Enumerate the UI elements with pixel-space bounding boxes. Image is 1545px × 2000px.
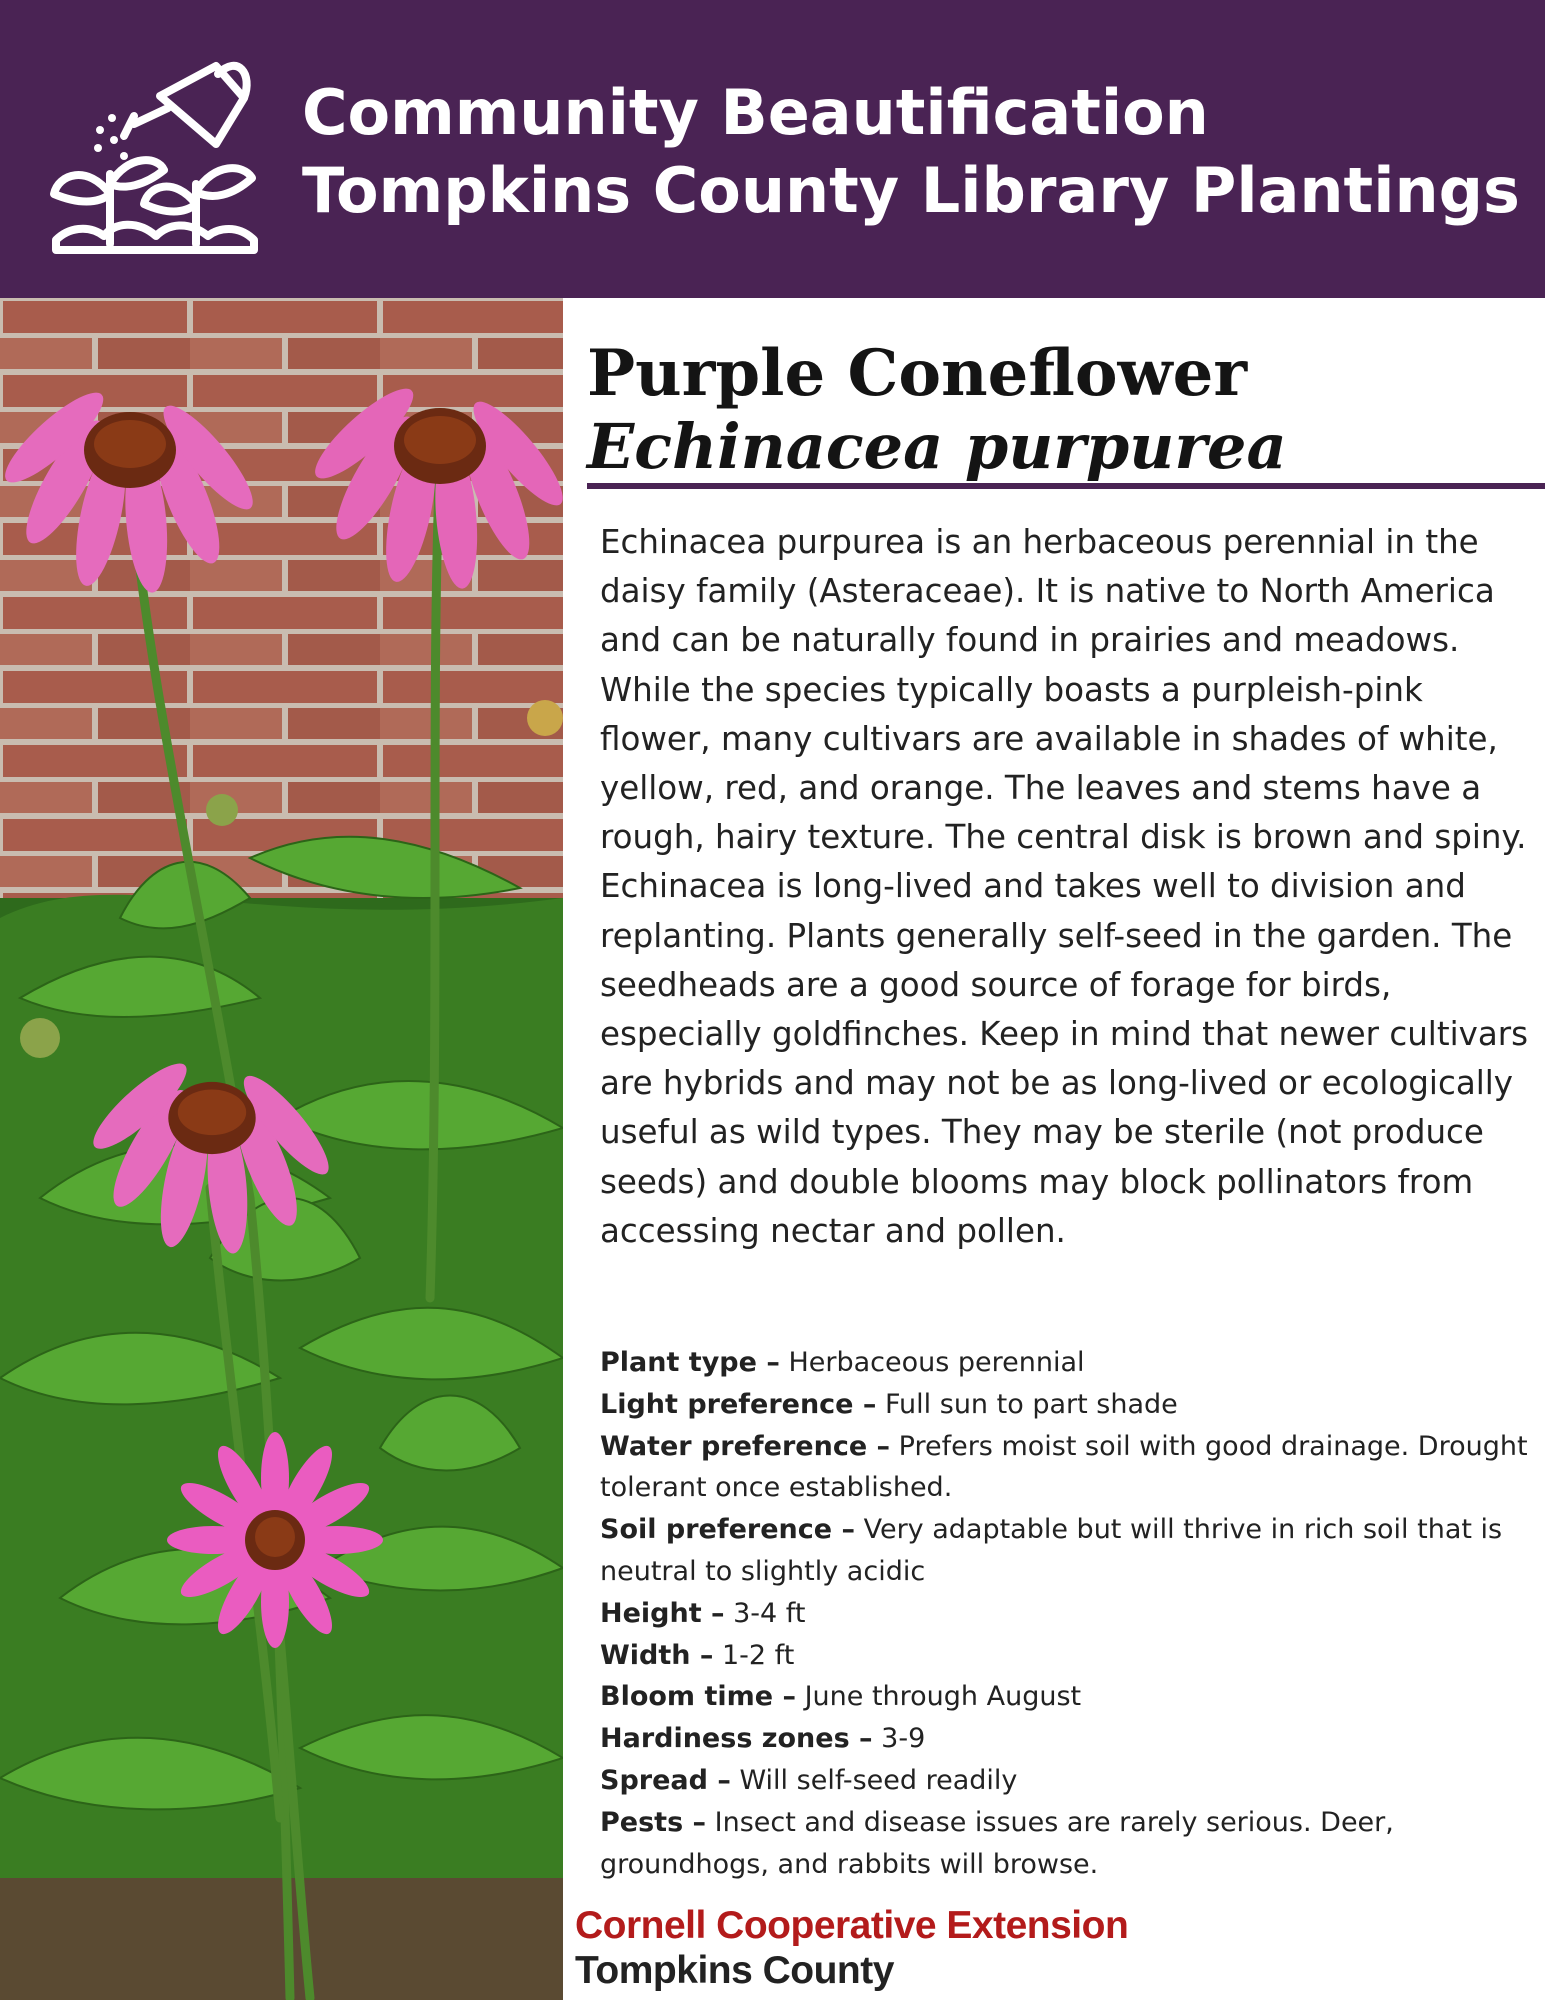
fact-value: Very adaptable but will thrive in rich soil that is neutral to slightly acidic	[600, 1514, 1503, 1587]
header-title	[302, 74, 1520, 230]
fact-value: June through August	[804, 1681, 1082, 1713]
coneflower-photo	[0, 298, 563, 2000]
fact-label: Pests –	[600, 1806, 707, 1838]
fact-light-preference	[600, 1384, 1540, 1426]
fact-label: Spread –	[600, 1764, 731, 1796]
fact-value: Prefers moist soil with good drainage. Drought tolerant once established.	[600, 1430, 1528, 1504]
fact-soil-preference	[600, 1509, 1540, 1593]
fact-pests	[600, 1802, 1540, 1886]
fact-label: Bloom time –	[600, 1681, 796, 1713]
fact-value: Will self-seed readily	[739, 1764, 1018, 1796]
fact-label: Water preference –	[600, 1430, 891, 1462]
fact-label: Height –	[600, 1597, 725, 1629]
fact-height	[600, 1593, 1540, 1635]
plant-description: Echinacea purpurea is an herbaceous perennial in the daisy family (Asteraceae). It is native to North America and can be naturally found in prairies and meadows. While the species typically boasts a purpleish-pink flower, many cultivars are available in shades of white, yellow, red, and orange. The leaves and stems have a rough, hairy texture. The central disk is brown and spiny. Echinacea is long-lived and takes well to division and replanting. Plants generally self-seed in the garden. The seedheads are a good source of forage for birds, especially goldfinches. Keep in mind that newer cultivars are hybrids and may not be as long-lived or ecologically useful as wild types. They may be sterile (not produce seeds) and double blooms may block pollinators from accessing nectar and pollen.	[600, 523, 1529, 1250]
cce-logo-text: Cornell Cooperative Extension	[575, 1904, 1129, 1947]
fact-label: Width –	[600, 1639, 714, 1671]
fact-label: Soil preference –	[600, 1514, 855, 1546]
fact-value: Herbaceous perennial	[788, 1347, 1085, 1378]
fact-value: Full sun to part shade	[885, 1388, 1178, 1420]
county-name: Tompkins County	[575, 1949, 894, 1992]
title-divider	[587, 483, 1545, 489]
fact-plant-type	[600, 1342, 1540, 1384]
fact-label: Light preference –	[600, 1388, 877, 1420]
header-banner	[0, 0, 1545, 298]
fact-spread	[600, 1760, 1540, 1802]
fact-width	[600, 1635, 1540, 1677]
fact-label: Hardiness zones –	[600, 1723, 873, 1755]
header-title-line2: Tompkins County Library Plantings	[302, 154, 1520, 227]
plant-facts-list	[600, 1342, 1540, 1885]
header-title-line1: Community Beautification	[302, 76, 1209, 149]
coneflower-illustration	[0, 298, 563, 2000]
fact-value: 3-9	[881, 1723, 926, 1755]
fact-bloom-time	[600, 1676, 1540, 1718]
fact-label: Plant type –	[600, 1347, 780, 1378]
fact-value: Insect and disease issues are rarely serious. Deer, groundhogs, and rabbits will browse.	[600, 1806, 1394, 1880]
common-name: Purple Coneflower	[587, 336, 1248, 411]
fact-value: 1-2 ft	[722, 1639, 795, 1671]
fact-value: 3-4 ft	[733, 1597, 806, 1629]
fact-hardiness-zones	[600, 1718, 1540, 1760]
watering-can-seedlings-icon	[48, 44, 260, 256]
fact-water-preference	[600, 1426, 1540, 1510]
scientific-name: Echinacea purpurea	[587, 410, 1287, 483]
